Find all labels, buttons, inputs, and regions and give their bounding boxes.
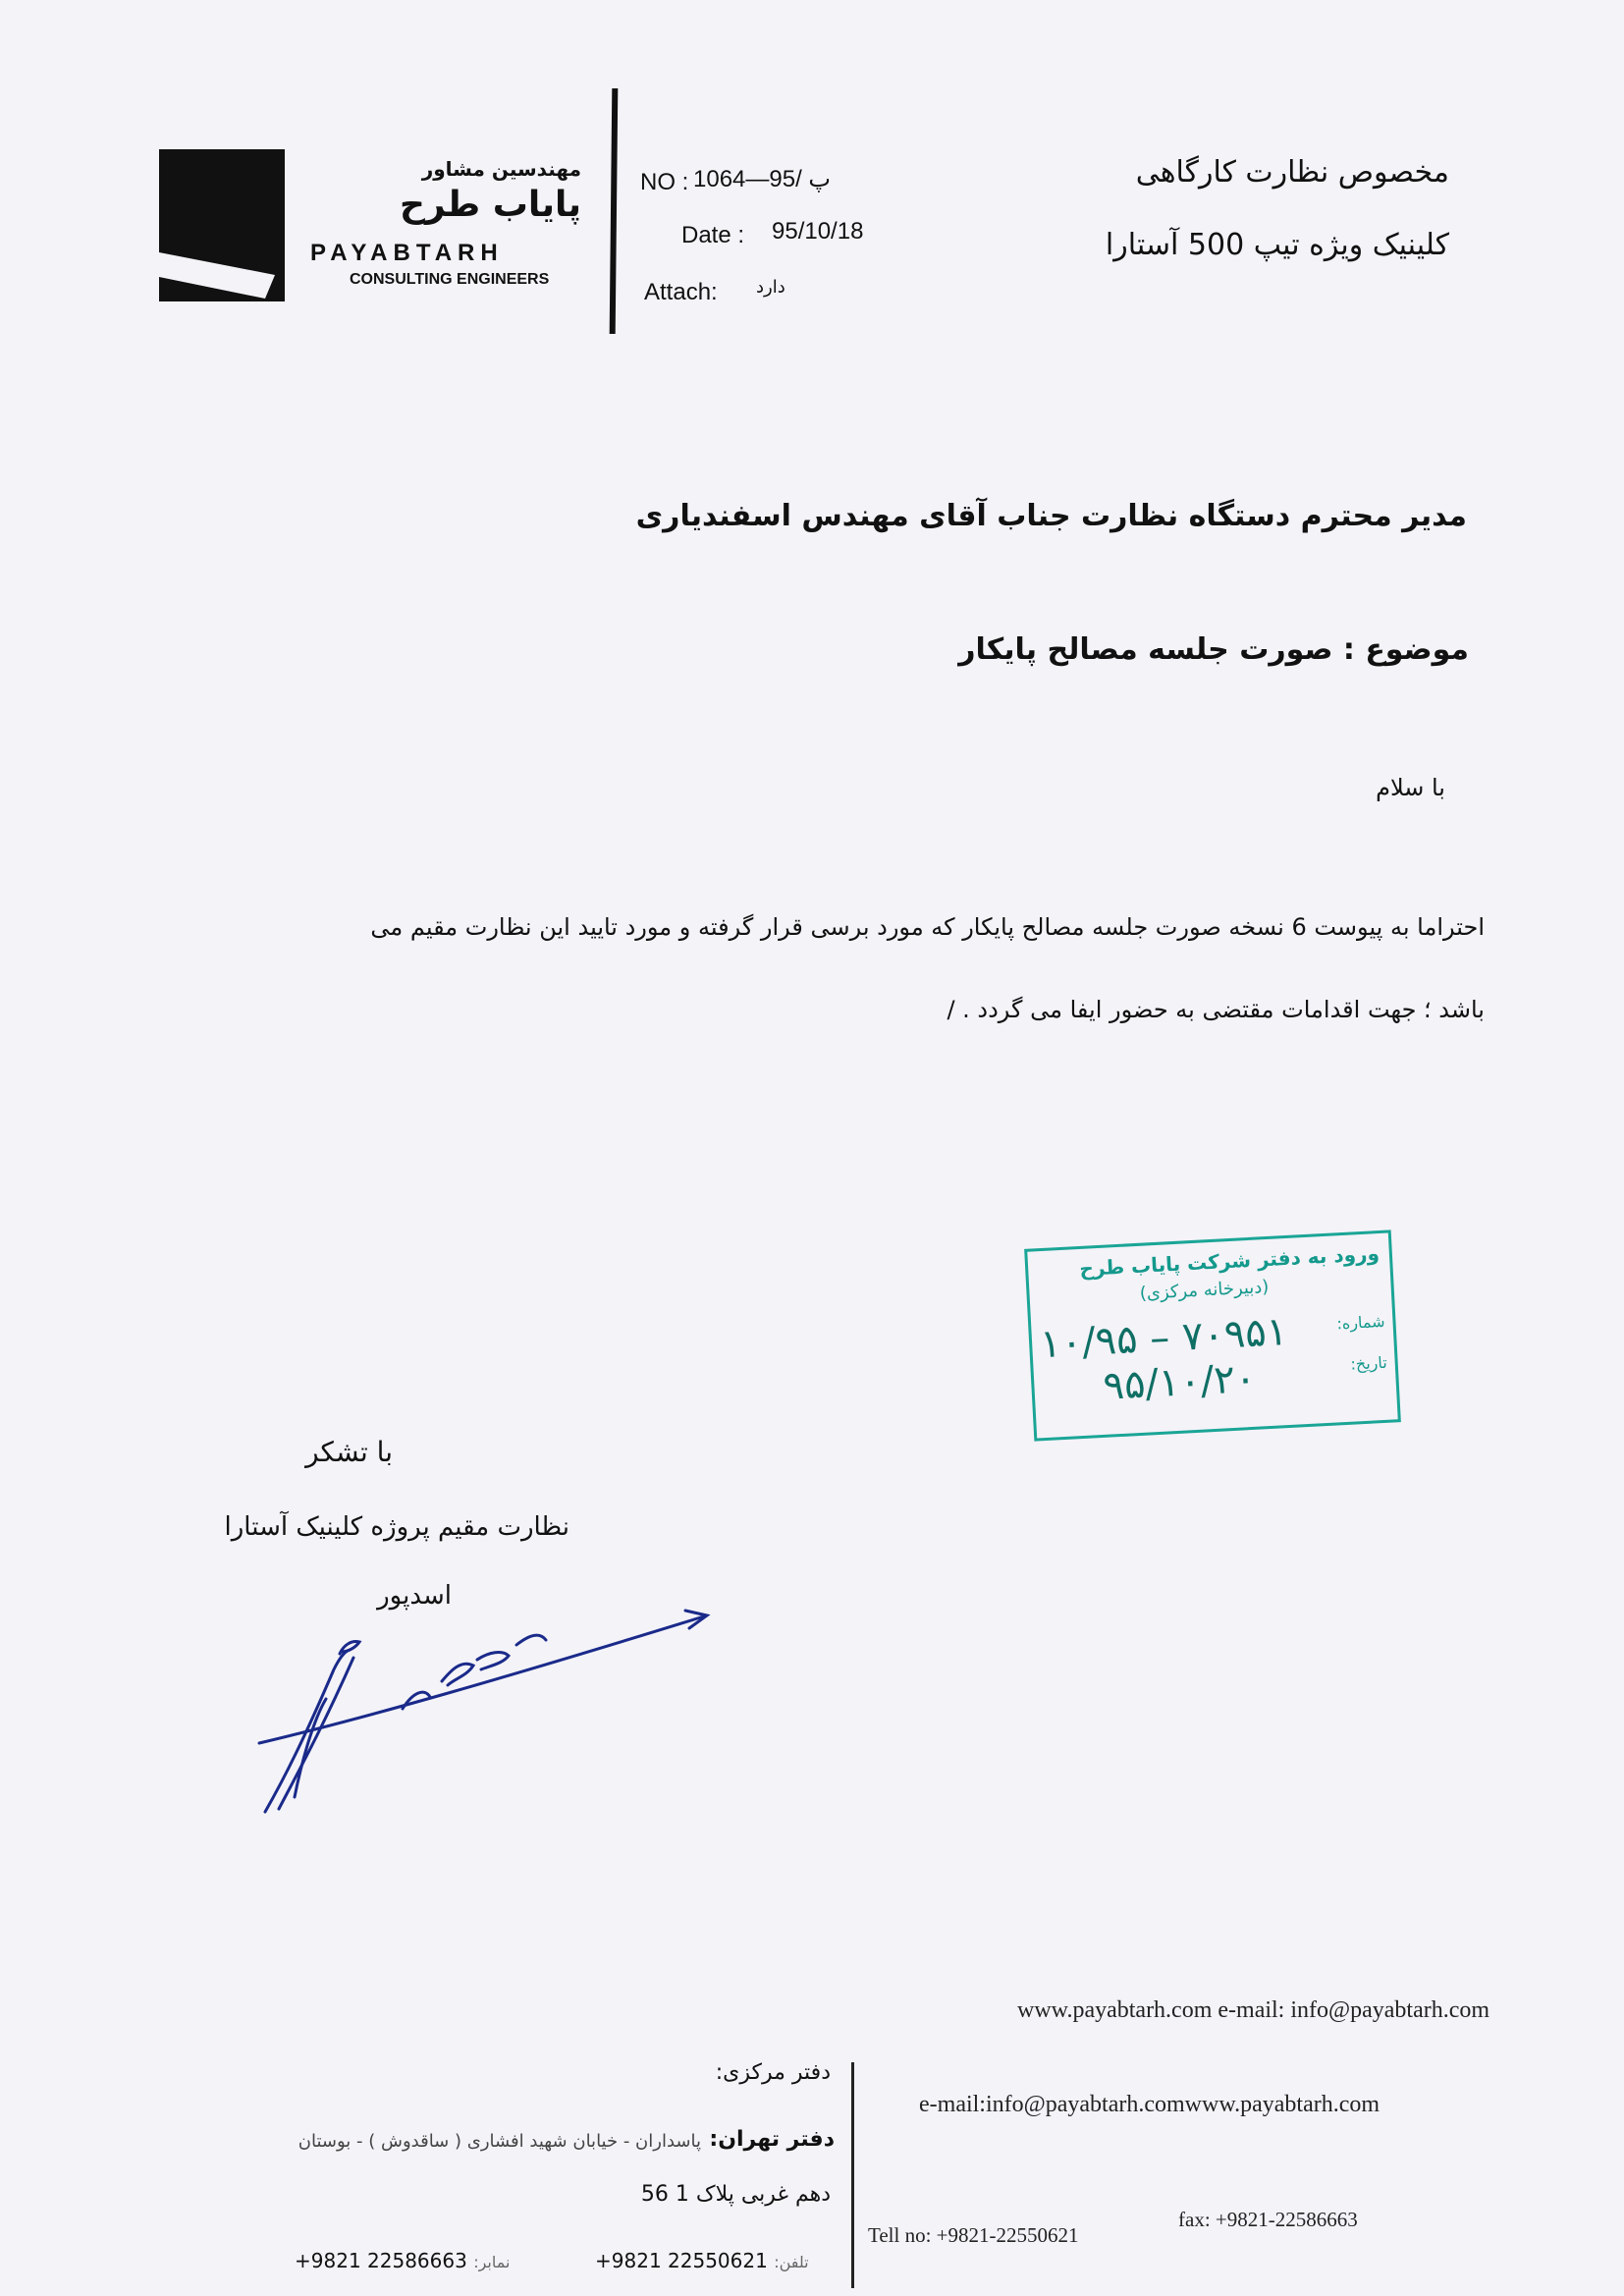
footer-fax-en: fax: +9821-22586663 bbox=[1178, 2208, 1358, 2231]
tehran-office-label: دفتر تهران: bbox=[709, 2127, 835, 2152]
attach-value: دارد bbox=[756, 277, 785, 298]
company-name-en: PAYABTARH bbox=[310, 240, 504, 266]
header-divider bbox=[610, 88, 619, 334]
footer-web-email: www.payabtarh.com e-mail: info@payabtarh.com bbox=[1017, 1997, 1490, 2023]
date-label: Date : bbox=[681, 222, 745, 248]
footer-fax-fa bbox=[295, 2249, 510, 2272]
no-label: NO : bbox=[640, 169, 689, 195]
stamp-number-label: شماره: bbox=[1336, 1311, 1385, 1334]
stamp-line-1: ورود به دفتر شرکت پایاب طرح bbox=[1078, 1241, 1380, 1281]
signatory-title: نظارت مقیم پروژه کلینیک آستارا bbox=[224, 1512, 569, 1542]
company-name-fa-small: مهندسین مشاور bbox=[421, 157, 581, 181]
tel-fa-label: تلفن: bbox=[774, 2253, 809, 2271]
tel-fa-value: 22550621 9821+ bbox=[595, 2249, 768, 2272]
stamp-date: ۹۵/۱۰/۲۰ bbox=[1102, 1355, 1258, 1409]
footer-divider bbox=[851, 2062, 854, 2288]
closing: با تشکر bbox=[305, 1436, 393, 1468]
stamp-line-2: (دبیرخانه مرکزی) bbox=[1139, 1276, 1270, 1304]
subject: موضوع : صورت جلسه مصالح پایکار bbox=[958, 632, 1469, 667]
body-line-1: احتراما به پیوست 6 نسخه صورت جلسه مصالح پایکار که مورد برسی قرار گرفته و مورد تایید این نظارت مقیم می bbox=[370, 913, 1485, 941]
department-title: مخصوص نظارت کارگاهی bbox=[1135, 155, 1449, 190]
footer-tel-fa bbox=[595, 2249, 809, 2272]
signature-icon bbox=[245, 1591, 717, 1836]
letter-date: 95/10/18 bbox=[772, 218, 864, 245]
central-office-label: دفتر مرکزی: bbox=[715, 2060, 831, 2085]
greeting: با سلام bbox=[1376, 774, 1445, 801]
project-title: کلینیک ویژه تیپ 500 آستارا bbox=[1105, 228, 1449, 262]
logo-mark-icon bbox=[159, 149, 285, 301]
body-line-2: باشد ؛ جهت اقدامات مقتضی به حضور ایفا می گردد . / bbox=[947, 996, 1485, 1023]
fax-fa-value: 22586663 9821+ bbox=[295, 2249, 467, 2272]
stamp-number: ۱۰/۹۵ – ۷۰۹۵۱ bbox=[1039, 1309, 1289, 1368]
signatory-name: اسدپور bbox=[377, 1581, 452, 1611]
company-logo bbox=[159, 149, 285, 301]
tehran-address: پاسداران - خیابان شهید افشاری ( ساقدوش ) - بوستان bbox=[298, 2131, 701, 2152]
footer-tel-en: Tell no: +9821-22550621 bbox=[868, 2223, 1079, 2247]
receipt-stamp bbox=[1024, 1230, 1401, 1441]
company-tagline: CONSULTING ENGINEERS bbox=[350, 271, 550, 288]
attach-label: Attach: bbox=[644, 279, 718, 305]
recipient: مدیر محترم دستگاه نظارت جناب آقای مهندس اسفندیاری bbox=[635, 499, 1467, 533]
letter-number: پ /95—1064 bbox=[693, 166, 832, 192]
company-name-fa: پایاب طرح bbox=[399, 185, 581, 225]
fax-fa-label: نمابر: bbox=[473, 2253, 511, 2271]
stamp-date-label: تاریخ: bbox=[1349, 1352, 1388, 1374]
footer-email-web: e-mail:info@payabtarh.comwww.payabtarh.com bbox=[919, 2092, 1380, 2117]
tehran-address-2: دهم غربی پلاک 1 56 bbox=[640, 2182, 831, 2207]
